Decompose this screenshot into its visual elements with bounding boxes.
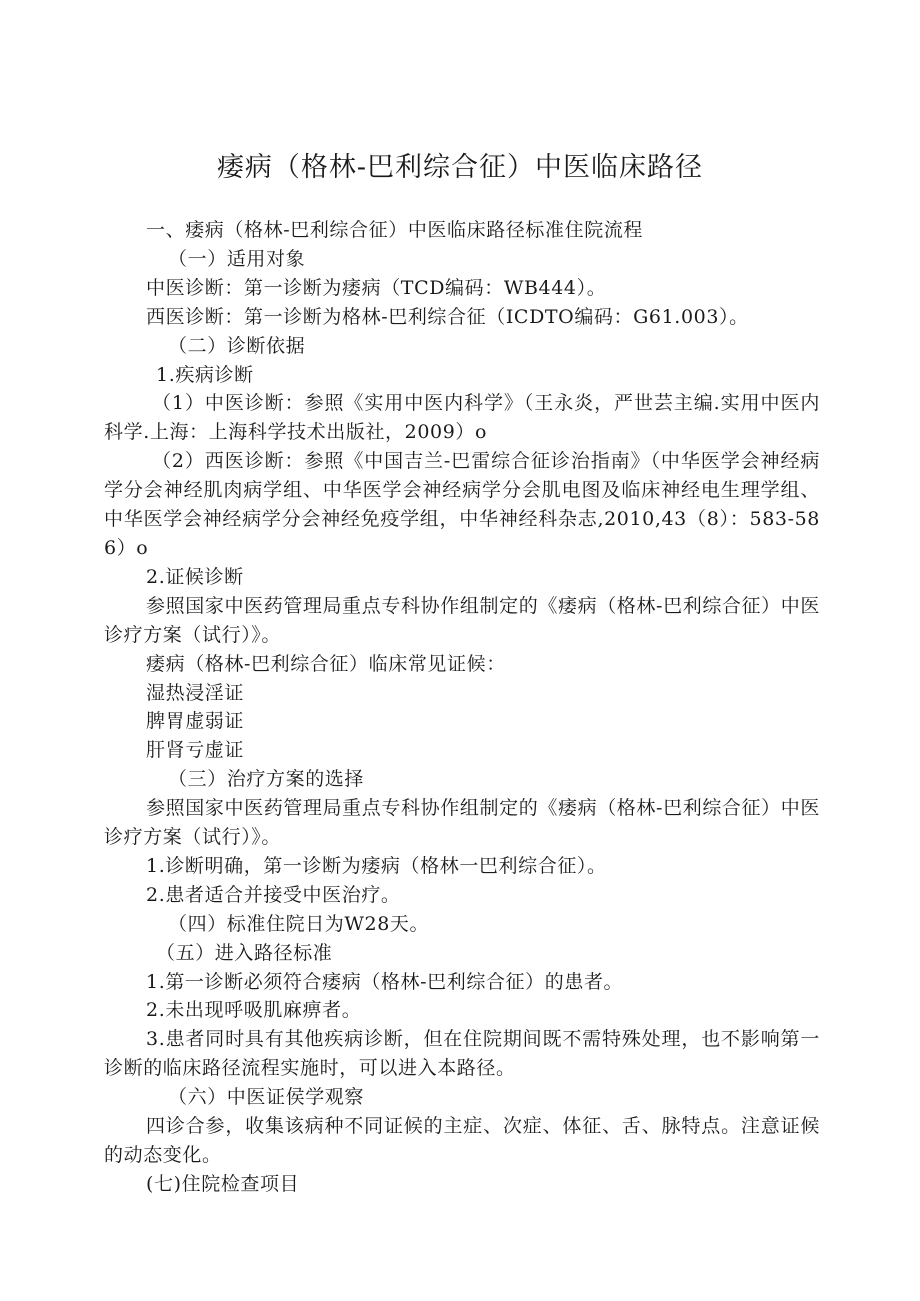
paragraph-western-diagnosis: 西医诊断：第一诊断为格林-巴利综合征（ICDTO编码：G61.003）。	[146, 305, 749, 328]
paragraph-western-diagnosis-reference: （2）西医诊断：参照《中国吉兰-巴雷综合征诊治指南》（中华医学会神经病学分会神经肌肉病学组、中华医学会神经病学分会肌电图及临床神经电生理学组、中华医学会神经病学分会神经免疫学组，中华神经科杂志,2010,43（8）：583-586）o	[104, 450, 820, 559]
subsection-heading-applicable-objects: （一）适用对象	[168, 247, 306, 270]
list-item-entry-criteria: 1.第一诊断必须符合痿病（格林-巴利综合征）的患者。	[146, 970, 624, 993]
list-item-treatment: 2.患者适合并接受中医治疗。	[146, 883, 401, 906]
list-item-entry-criteria: 3.患者同时具有其他疾病诊断，但在住院期间既不需特殊处理，也不影响第一诊断的临床路径流程实施时，可以进入本路径。	[104, 1028, 820, 1080]
subsection-heading-entry-criteria: （五）进入路径标准	[156, 941, 333, 964]
item-disease-diagnosis: 1.疾病诊断	[156, 363, 254, 386]
document-title: 痿病（格林-巴利综合征）中医临床路径	[216, 152, 704, 183]
item-syndrome-diagnosis: 2.证候诊断	[146, 565, 244, 588]
list-item-entry-criteria: 2.未出现呼吸肌麻痹者。	[146, 999, 362, 1022]
paragraph-syndrome-observation: 四诊合参，收集该病种不同证候的主症、次症、体征、舌、脉特点。注意证候的动态变化。	[104, 1115, 820, 1166]
list-item-syndrome: 肝肾亏虚证	[146, 739, 245, 762]
list-item-syndrome: 脾胃虚弱证	[146, 710, 245, 733]
paragraph-syndrome-reference: 参照国家中医药管理局重点专科协作组制定的《痿病（格林-巴利综合征）中医诊疗方案（试行）》。	[104, 594, 820, 646]
list-item-treatment: 1.诊断明确，第一诊断为痿病（格林一巴利综合征）。	[146, 854, 607, 877]
paragraph-treatment-reference: 参照国家中医药管理局重点专科协作组制定的《痿病（格林-巴利综合征）中医诊疗方案（试行）》。	[104, 797, 820, 849]
list-item-syndrome: 湿热浸淫证	[146, 681, 245, 704]
subsection-heading-inpatient-exams: (七)住院检查项目	[146, 1172, 300, 1195]
document-body	[104, 216, 820, 1199]
section-heading-1: 一、痿病（格林-巴利综合征）中医临床路径标准住院流程	[146, 219, 644, 241]
subsection-heading-diagnosis-basis: （二）诊断依据	[168, 334, 306, 357]
subsection-heading-treatment-plan: （三）治疗方案的选择	[168, 768, 365, 791]
subsection-heading-syndrome-observation: （六）中医证侯学观察	[168, 1086, 365, 1109]
paragraph-common-syndromes: 痿病（格林-巴利综合征）临床常见证候：	[146, 652, 506, 675]
paragraph-tcm-diagnosis: 中医诊断：第一诊断为痿病（TCD编码：WB444）。	[146, 276, 607, 299]
subsection-heading-hospital-stay: （四）标准住院日为W28天。	[168, 912, 430, 935]
paragraph-tcm-diagnosis-reference: （1）中医诊断：参照《实用中医内科学》（王永炎，严世芸主编.实用中医内科学.上海：上海科学技术出版社，2009）o	[104, 392, 820, 444]
